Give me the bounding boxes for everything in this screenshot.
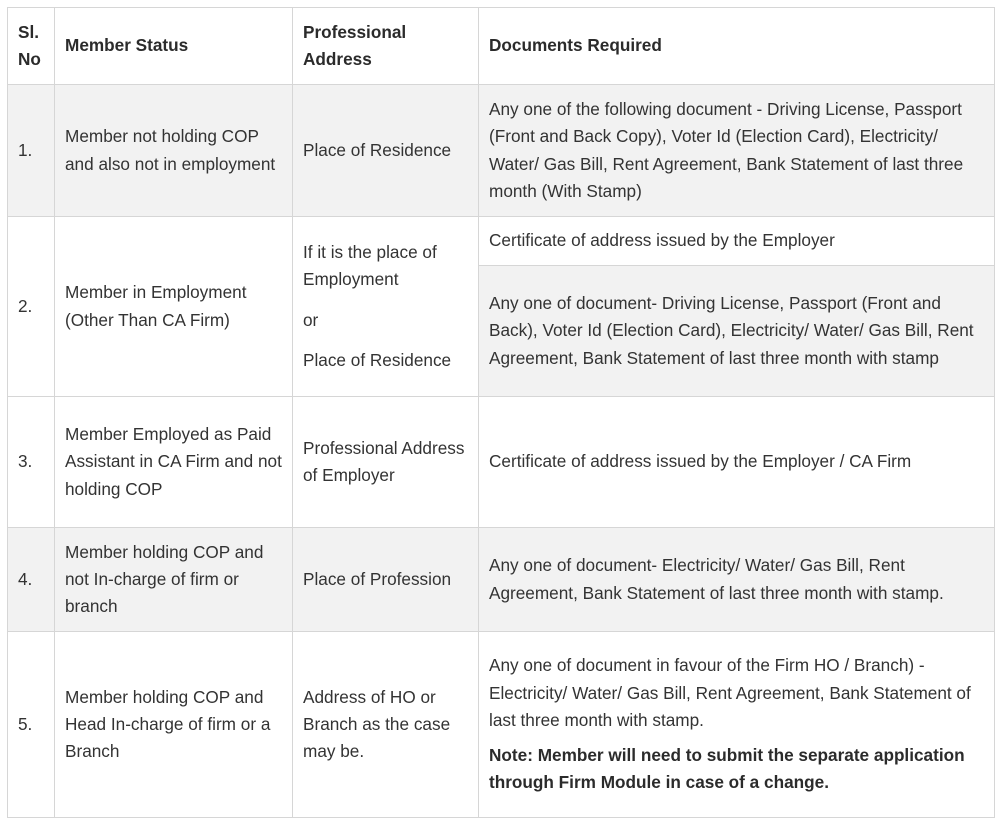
address-option-residence: Place of Residence — [303, 349, 452, 370]
sl-no-cell: 2. — [8, 217, 55, 397]
header-member-status: Member Status — [55, 8, 293, 85]
documents-required-table — [7, 7, 995, 818]
header-sl-no: Sl. No — [8, 8, 55, 85]
table-row — [8, 217, 995, 266]
sl-no-cell: 4. — [8, 528, 55, 632]
member-status-cell: Member holding COP and not In-charge of firm or branch — [55, 528, 293, 632]
professional-address-cell: Professional Address of Employer — [293, 397, 479, 528]
documents-cell: Certificate of address issued by the Employer / CA Firm — [479, 397, 995, 528]
table-row — [8, 528, 995, 632]
member-status-cell: Member not holding COP and also not in employment — [55, 85, 293, 217]
member-status-cell: Member in Employment (Other Than CA Firm) — [55, 217, 293, 397]
documents-cell: Any one of the following document - Driving License, Passport (Front and Back Copy), Voter Id (Election Card), Electricity/ Water/ Gas Bill, Rent Agreement, Bank Statement of last three month (With Stamp) — [479, 85, 995, 217]
sl-no-cell: 1. — [8, 85, 55, 217]
documents-text: Any one of document in favour of the Firm HO / Branch) - Electricity/ Water/ Gas Bill, Rent Agreement, Bank Statement of last three month with stamp. — [489, 655, 971, 730]
documents-cell: Certificate of address issued by the Employer — [479, 217, 995, 266]
professional-address-cell: Place of Profession — [293, 528, 479, 632]
professional-address-cell — [293, 217, 479, 397]
documents-cell: Any one of document- Electricity/ Water/ Gas Bill, Rent Agreement, Bank Statement of last three month with stamp. — [479, 528, 995, 632]
table-header-row — [8, 8, 995, 85]
documents-cell: Any one of document- Driving License, Passport (Front and Back), Voter Id (Election Card), Electricity/ Water/ Gas Bill, Rent Agreement, Bank Statement of last three month with stamp — [479, 266, 995, 397]
documents-cell — [479, 632, 995, 818]
firm-module-note: Note: Member will need to submit the separate application through Firm Module in case of a change. — [489, 745, 965, 793]
table-row — [8, 85, 995, 217]
header-professional-address: Professional Address — [293, 8, 479, 85]
table-row — [8, 632, 995, 818]
header-documents-required: Documents Required — [479, 8, 995, 85]
member-status-cell: Member holding COP and Head In-charge of firm or a Branch — [55, 632, 293, 818]
table-row — [8, 397, 995, 528]
member-status-cell: Member Employed as Paid Assistant in CA Firm and not holding COP — [55, 397, 293, 528]
address-or-separator: or — [303, 309, 319, 330]
professional-address-cell: Address of HO or Branch as the case may be. — [293, 632, 479, 818]
sl-no-cell: 5. — [8, 632, 55, 818]
sl-no-cell: 3. — [8, 397, 55, 528]
address-option-employment: If it is the place of Employment — [303, 241, 437, 290]
professional-address-cell: Place of Residence — [293, 85, 479, 217]
